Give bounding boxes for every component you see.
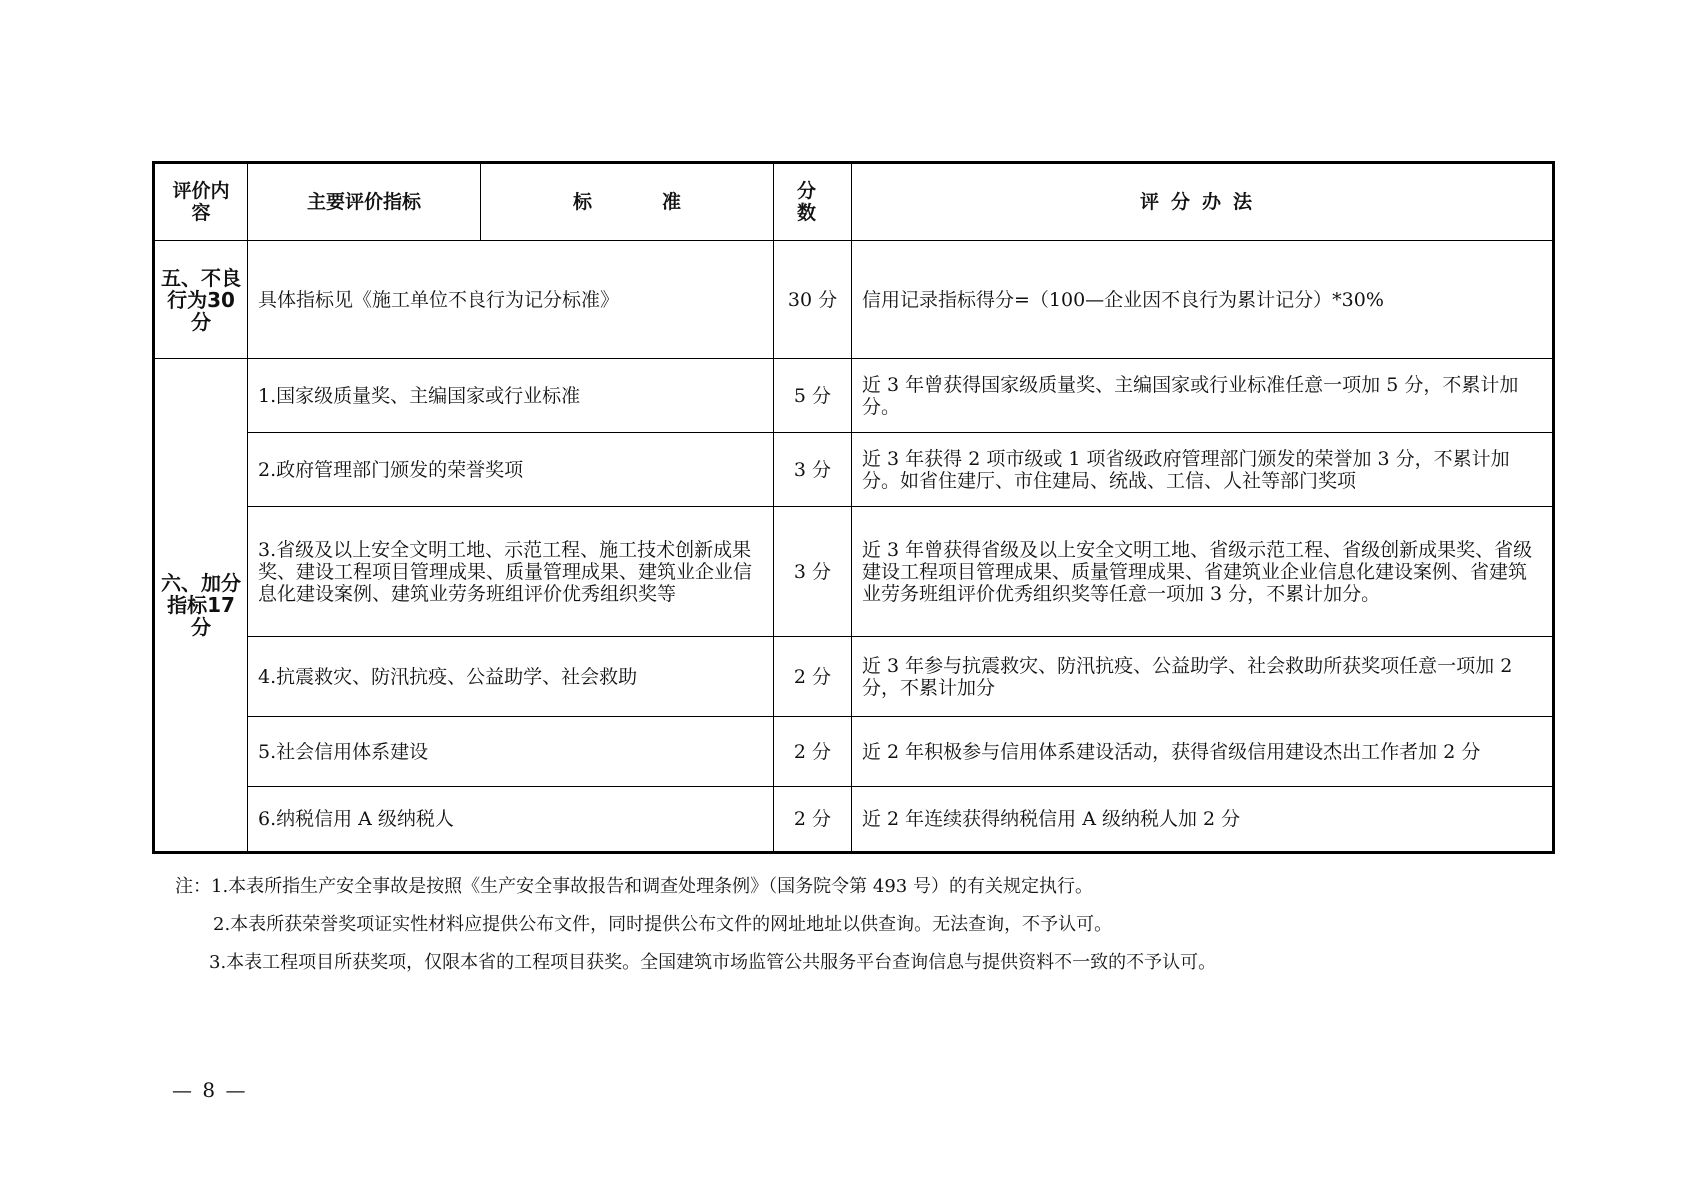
indicator-cell: 6.纳税信用 A 级纳税人 [248, 787, 774, 853]
indicator-cell: 1.国家级质量奖、主编国家或行业标准 [248, 359, 774, 433]
evaluation-table [152, 161, 1555, 854]
indicator-cell: 3.省级及以上安全文明工地、示范工程、施工技术创新成果奖、建设工程项目管理成果、质量管理成果、建筑业企业信息化建设案例、建筑业劳务班组评价优秀组织奖等 [248, 507, 774, 637]
method-cell: 近 3 年参与抗震救灾、防汛抗疫、公益助学、社会救助所获奖项任意一项加 2 分，不累计加分 [852, 637, 1554, 717]
score-cell: 5 分 [774, 359, 852, 433]
table-row-bad-behavior [154, 241, 1554, 359]
header-indicator: 主要评价指标 [248, 163, 481, 241]
header-method: 评分办法 [852, 163, 1554, 241]
method-cell: 近 2 年积极参与信用体系建设活动，获得省级信用建设杰出工作者加 2 分 [852, 717, 1554, 787]
score-cell: 2 分 [774, 787, 852, 853]
indicator-cell: 5.社会信用体系建设 [248, 717, 774, 787]
header-category: 评价内容 [154, 163, 248, 241]
note-3: 3.本表工程项目所获奖项，仅限本省的工程项目获奖。全国建筑市场监管公共服务平台查询信息与提供资料不一致的不予认可。 [209, 952, 1217, 973]
table-row [154, 787, 1554, 853]
note-2: 2.本表所获荣誉奖项证实性材料应提供公布文件，同时提供公布文件的网址地址以供查询。无法查询，不予认可。 [213, 914, 1113, 935]
table-row [154, 717, 1554, 787]
score-cell: 3 分 [774, 433, 852, 507]
score-cell: 3 分 [774, 507, 852, 637]
header-standard: 标准 [481, 163, 774, 241]
method-cell: 近 3 年获得 2 项市级或 1 项省级政府管理部门颁发的荣誉加 3 分，不累计加分。如省住建厅、市住建局、统战、工信、人社等部门奖项 [852, 433, 1554, 507]
method-cell: 近 3 年曾获得国家级质量奖、主编国家或行业标准任意一项加 5 分，不累计加分。 [852, 359, 1554, 433]
table-row [154, 507, 1554, 637]
table-row [154, 359, 1554, 433]
score-cell: 2 分 [774, 717, 852, 787]
indicator-cell: 2.政府管理部门颁发的荣誉奖项 [248, 433, 774, 507]
table-row [154, 433, 1554, 507]
method-cell: 近 2 年连续获得纳税信用 A 级纳税人加 2 分 [852, 787, 1554, 853]
category-bad-behavior: 五、不良行为30分 [154, 241, 248, 359]
note-1: 注：1.本表所指生产安全事故是按照《生产安全事故报告和调查处理条例》（国务院令第 493 号）的有关规定执行。 [175, 876, 1093, 897]
indicator-cell: 具体指标见《施工单位不良行为记分标准》 [248, 241, 774, 359]
header-row [154, 163, 1554, 241]
evaluation-table-container [152, 161, 1555, 854]
header-score: 分数 [774, 163, 852, 241]
method-cell: 近 3 年曾获得省级及以上安全文明工地、省级示范工程、省级创新成果奖、省级建设工程项目管理成果、质量管理成果、省建筑业企业信息化建设案例、省建筑业劳务班组评价优秀组织奖等任意一项加 3 分，不累计加分。 [852, 507, 1554, 637]
page-number: — 8 — [172, 1078, 248, 1102]
method-cell: 信用记录指标得分=（100—企业因不良行为累计记分）*30% [852, 241, 1554, 359]
indicator-cell: 4.抗震救灾、防汛抗疫、公益助学、社会救助 [248, 637, 774, 717]
category-bonus: 六、加分指标17分 [154, 359, 248, 853]
table-row [154, 637, 1554, 717]
score-cell: 2 分 [774, 637, 852, 717]
score-cell: 30 分 [774, 241, 852, 359]
